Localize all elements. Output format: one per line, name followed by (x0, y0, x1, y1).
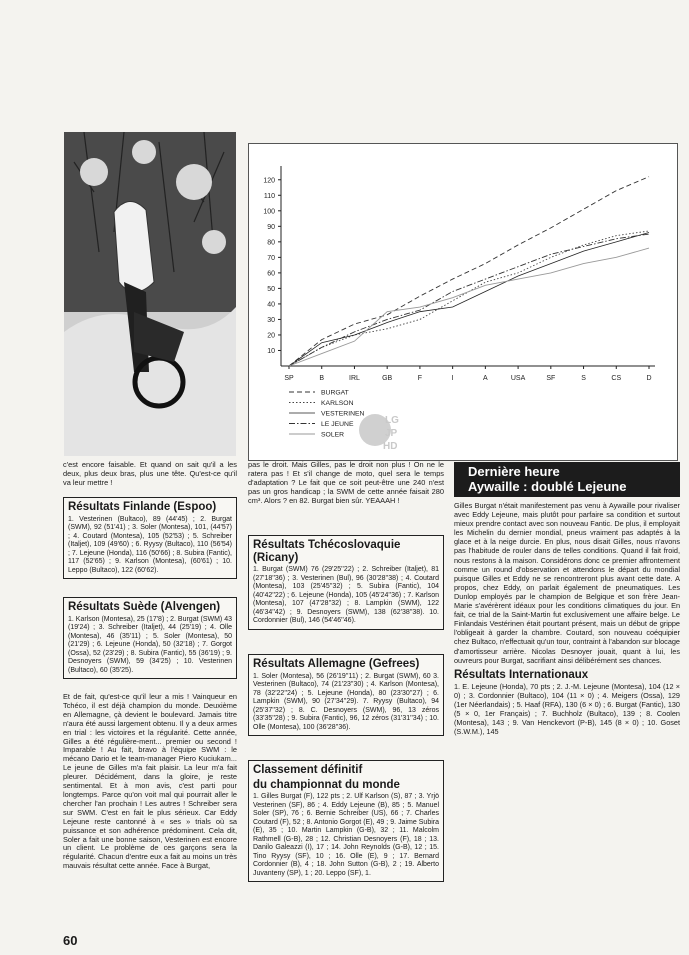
y-tick-label: 20 (267, 332, 275, 340)
championship-points-chart (248, 143, 678, 461)
derniere-heure-header (454, 462, 680, 497)
y-tick-label: 10 (267, 347, 275, 355)
x-tick-label: B (319, 375, 325, 382)
derniere-heure-section (454, 462, 680, 736)
x-tick-label: SF (546, 375, 556, 382)
results-box-classement (248, 760, 444, 882)
series-line-le-jeune (289, 234, 649, 366)
results-title: Résultats Tchécoslovaquie (Ricany) (253, 539, 401, 564)
results-body: 1. Vesterinen (Bultaco), 89 (44'45) ; 2. Burgat (SWM), 92 (51'41) ; 3. Soler (Montesa), 101, (44'57) ; 4. Coutard (Montesa), 105 (52'53) ; 5. Schreiber (Italjet), 109 (49'60) ; 6. Ryysy (Bultaco), 110 (56'54) ; 7. Lejeune (Honda), 116 (50'66) ; 8. Subira (Fantic), 117 (52'65) ; 9. Karlson (Montesa), (60'61) ; 10. Leppo (Bultaco), 122 (60'62). (68, 515, 232, 574)
page-number: 60 (63, 933, 78, 948)
results-title: Résultats Allemagne (Gefrees) (253, 658, 420, 670)
x-tick-label: GB (382, 375, 393, 382)
y-tick-label: 100 (263, 208, 275, 216)
x-tick-label: D (646, 375, 652, 382)
x-tick-label: IRL (349, 375, 360, 382)
classement-subtitle: du championnat du monde (253, 778, 400, 791)
svg-text:HD: HD (383, 441, 398, 452)
results-body: 1. Soler (Montesa), 56 (26'19''11) ; 2. Burgat (SWM), 60 3. Vesterinen (Bultaco), 74 (21'23''30) ; 4. Karlson (Montesa), 78 (32'22''24) ; 5. Lejeune (Honda), 80 (23'30''27) ; 6. Lampkin (SWM), 90 (27'34''29). 7. Ryysy (Bultaco), 94 (25'37''32) ; 8. C. Desnoyers (SWM), 96, 13 zéros (33'35''28) ; 9. Subira (Fantic), 96, 12 zéros (31'31''34) ; 10. Olle (Montesa), 100 (36'28''36). (253, 672, 439, 731)
svg-text:LG: LG (385, 415, 399, 426)
internationaux-title: Résultats Internationaux (454, 668, 589, 681)
x-tick-label: S (581, 375, 586, 382)
x-tick-label: CS (611, 375, 622, 382)
results-title: Résultats Finlande (Espoo) (68, 501, 217, 513)
y-tick-label: 30 (267, 316, 275, 324)
trial-rider-photo (64, 132, 236, 456)
article-text-conclusion: pas le droit. Mais Gilles, pas le droit non plus ! On ne le ratera pas ! Et s'il change de moto, quel sera le temps d'adaptation ? Le fait que ce soit peut-être une 240 n'est pas un gros handicap ; la SWM de cette année faisait 280 cm³. Alors ? en 82. Burgat bien sûr. YEAAAH ! (248, 460, 444, 505)
legend-label: KARLSON (321, 400, 354, 407)
article-text-main: Et de fait, qu'est-ce qu'il leur a mis ! Vainqueur en Tchéco, il est déjà champion du monde. Deuxième en Allemagne, çà devient le boulevard. Jamais titre n'aura été aussi largement obtenu. Il y a deux armes en trial : les victoires et la régularité. Cette année, Gilles a été régulière-ment... premier ou second ! Imparable ! Au fait, bravo à l'équipe SWM : le mécano Dario et le team-manager Piero Kuciukam... Le jeune de Gilles m'a fait plaisir. La leur m'a fait pleurer. Décidément, dans la gloire, je reste sentimental. Et à mon avis, c'est parti pour longtemps. Parce qu'on voit mal qui pourrait aller le chercher l'an prochain ! Les autres ! Schreiber sera sur SWM. C'est en fait le plus sérieux. Car Eddy Lejeune reste cantonné à « ses » trials où sa puissance et son adhérence prédominent. Cela dit, Soler a fait une bonne saison, Vesterinen est encore un client. Le problème de ces garçons sera la régularité. Chacun d'entre eux a fait au moins un très mauvais résultat cette année. Face à Burgat, (63, 692, 237, 871)
legend-label: LE JEUNE (321, 421, 354, 428)
results-box-tchecoslovaquie (248, 535, 444, 630)
y-tick-label: 50 (267, 285, 275, 293)
y-tick-label: 40 (267, 301, 275, 309)
y-tick-label: 120 (263, 177, 275, 185)
derniere-heure-title: Dernière heure (468, 464, 560, 479)
legend-label: BURGAT (321, 389, 349, 397)
legend-label: VESTERINEN (321, 410, 365, 418)
derniere-heure-body: Gilles Burgat n'était manifestement pas venu à Aywaille pour rivaliser avec Eddy Lejeune, mais plutôt pour parfaire sa condition et surtout mieux prendre contact avec son nouveau Fantic. De plus, il employait les Michelin du dernier mondial, pneus vraiment pas adaptés à la glace et à la neige durcie. En plus, nous disait Gilles, nous n'avons pas l'habitude de rouler dans de telles conditions. Quand il fait froid, nous restons à la maison. Considérons donc ce premier affrontement comme un round d'observation et attendons le départ du mondial puisque Gilles et Eddy ne se rencontreront plus avant cette date. A propos, chez Eddy, on parlait également de pneumatiques. Les Dunlop employés par le champion de Belgique et son frère Jean-Marie s'avérèrent idéaux pour les conditions climatiques du jour. En fait, ce trial de la Saint-Martin fut exclusivement une affaire belge. Le Finlandais Vestérinen était pourtant présent, mais un début de grippe l'obligeait à garder la chambre. Coutard, son nouveau coéquipier chez Bultaco, n'effectuait qu'un tour, contraint à l'abandon sur blocage d'amortisseur arrière. Nicolas Desnoyer jouait, quant à lui, les ouvreurs pour Burgat, sacrifiant ainsi délibérément ses chances. (454, 501, 680, 665)
legend-label: SOLER (321, 431, 345, 439)
x-tick-label: I (451, 375, 454, 382)
results-title: Résultats Suède (Alvengen) (68, 601, 221, 613)
results-body: 1. Karlson (Montesa), 25 (17'8) ; 2. Burgat (SWM) 43 (19'24) ; 3. Schreiber (Italjet), 44 (25'19) ; 4. Olle (Montesa), 46 (35'11) ; 5. Soler (Montesa), 50 (21'29) ; 6. Lejeune (Honda), 50 (32'18) ; 7. Gorgot (Ossa), 52 (23'29) ; 8. Subira (Fantic), 55 (36'19) ; 9. Desnoyers (SWM), 59 (34'25) ; 10. Vesterinen (Bultaco), 60 (35'25). (68, 615, 232, 674)
results-body: 1. Gilles Burgat (F), 122 pts ; 2. Ulf Karlson (S), 87 ; 3. Yrjö Vesterinen (SF), 86 ; 4. Eddy Lejeune (B), 85 ; 5. Manuel Soler (SP), 76 ; 6. Bernie Schreiber (US), 66 ; 7. Charles Coutard (F), 52 ; 8. Antonio Gorgot (E), 49 ; 9. Jaime Subira (E), 35 ; 10. Martin Lampkin (G-B), 32 ; 11. Malcolm Rathmell (G-B), 28 ; 12. Christian Desnoyers (F), 18 ; 13. Danilo Galeazzi (I), 17 ; 14. John Reynolds (G-B), 12 ; 15. Tino Ryysy (SF), 10 ; 16. Olle (E), 9 ; 17. Bernard Cordonnier (B), 4 ; 18. John Sutton (G-B), 2 ; 19. Alberto Juvanteny (SP), 1 ; 20. Leppo (SF), 1. (253, 793, 439, 877)
results-box-allemagne (248, 654, 444, 736)
watermark-seal (357, 410, 405, 456)
x-tick-label: USA (510, 375, 526, 382)
results-body: 1. Burgat (SWM) 76 (29'25''22) ; 2. Schreiber (Italjet), 81 (27'18''36) ; 3. Vesterinen (Bul), 96 (30'28''38) ; 4. Coutard (Montesa), 103 (25'45''32) ; 5. Subira (Fantic), 104 (40'42''22) ; 6. Lejeune (Honda), 105 (45'24''36) ; 7. Karlson (Montesa), 107 (47'28''32) ; 8. Lampkin (SWM), 122 (46'34''42) ; 9. Desnoyers (SWM), 138 (62'38''38). 10. Cordonnier (Bul), 146 (54'46''46). (253, 566, 439, 624)
x-tick-label: A (483, 375, 488, 382)
article-text-intro: c'est encore faisable. Et quand on sait qu'il a les deux, plus deux bras, plus une tête. Qu'est-ce qu'il va leur mettre ! (63, 460, 237, 487)
results-box-suede (63, 597, 237, 679)
classement-title: Classement définitif (253, 764, 363, 776)
y-tick-label: 110 (263, 192, 275, 200)
internationaux-body: 1. E. Lejeune (Honda), 70 pts ; 2. J.-M. Lejeune (Montesa), 104 (12 × 0) ; 3. Cordonnier (Bultaco), 104 (11 × 0) ; 4. Meigers (Ossa), 129 (1er Néerlandais) ; 5. Haaf (RFA), 130 (6 × 0) ; 6. Burgat (Fantic), 130 (5 × 0, 1er Français) ; 7. Buchholz (Bultaco), 139 ; 8. Coolen (Montesa), 143 ; 9. Van Henckevort (P-B), 145 (8 × 0) ; 10. Goset (S.W.M.), 145 (454, 681, 680, 737)
x-tick-label: F (417, 375, 423, 382)
derniere-heure-subtitle: Aywaille : doublé Lejeune (468, 479, 627, 494)
y-tick-label: 60 (267, 270, 275, 278)
y-tick-label: 80 (267, 239, 275, 247)
y-tick-label: 90 (267, 223, 275, 231)
results-box-finlande (63, 497, 237, 579)
chart-canvas (249, 144, 677, 460)
svg-text:JP: JP (385, 428, 398, 439)
y-tick-label: 70 (267, 254, 275, 262)
x-tick-label: SP (284, 375, 294, 382)
series-line-soler (289, 248, 649, 366)
